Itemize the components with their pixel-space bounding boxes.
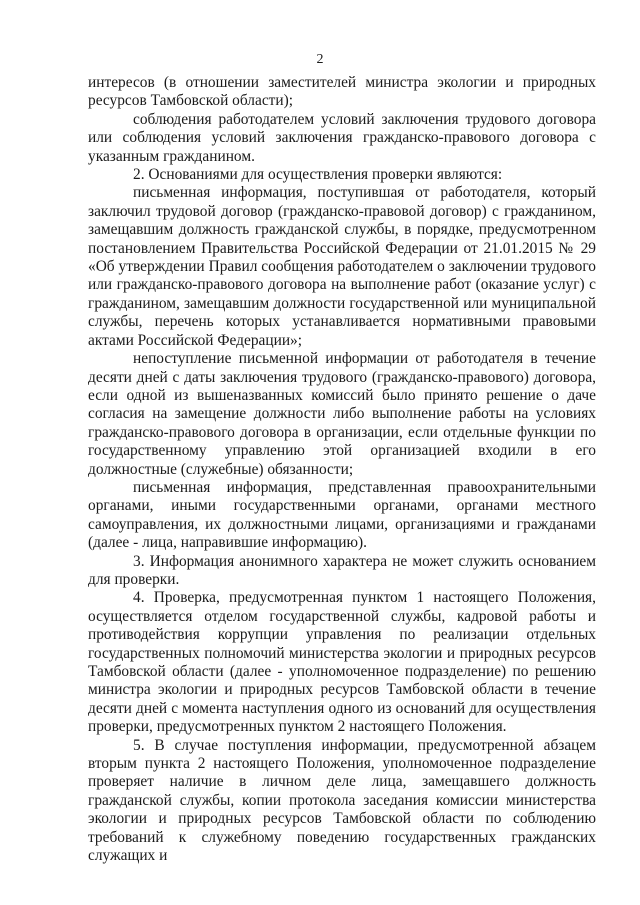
paragraph-section-3: 3. Информация анонимного характера не может служить основанием для проверки.: [88, 552, 596, 588]
paragraph-section-2-heading: 2. Основаниями для осуществления проверки являются:: [133, 166, 503, 184]
paragraph-law-enforcement-info: письменная информация, представленная правоохранительными органами, иными государственными органами, органами местного самоуправления, их должностными лицами, организациями и гражданами (далее - лица, направившие информацию).: [88, 478, 596, 552]
paragraph-section-5: 5. В случае поступления информации, предусмотренной абзацем вторым пункта 2 настоящего Положения, уполномоченное подразделение проверяет наличие в личном деле лица, замещавшего должность гражданской службы, копии протокола заседания комиссии министерства экологии и природных ресурсов Тамбовской области по соблюдению требований к служебному поведению государственных гражданских служащих и: [88, 736, 596, 865]
paragraph-interests: интересов (в отношении заместителей министра экологии и природных ресурсов Тамбовской области);: [88, 74, 596, 110]
document-body: [88, 74, 596, 865]
paragraph-section-4: 4. Проверка, предусмотренная пунктом 1 настоящего Положения, осуществляется отделом государственной службы, кадровой работы и противодействия коррупции управления по реализации отдельных государственных полномочий министерства экологии и природных ресурсов Тамбовской области (далее - уполномоченное подразделение) по решению министра экологии и природных ресурсов Тамбовской области в течение десяти дней с момента наступления одного из оснований для осуществления проверки, предусмотренных пунктом 2 настоящего Положения.: [88, 589, 596, 736]
paragraph-employer-compliance: соблюдения работодателем условий заключения трудового договора или соблюдения условий заключения гражданско-правового договора с указанным гражданином.: [88, 110, 596, 165]
paragraph-non-receipt: непоступление письменной информации от работодателя в течение десяти дней с даты заключения трудового (гражданско-правового) договора, если одной из вышеназванных комиссий было принято решение о даче согласия на замещение должности либо выполнение работы на условиях гражданско-правового договора в организации, если отдельные функции по государственному управлению этой организацией входили в его должностные (служебные) обязанности;: [88, 350, 596, 478]
page-number: 2: [316, 52, 324, 67]
paragraph-written-info-employer: письменная информация, поступившая от работодателя, который заключил трудовой договор (гражданско-правовой договор) с гражданином, замещавшим должность гражданской службы, в порядке, предусмотренном постановлением Правительства Российской Федерации от 21.01.2015 № 29 «Об утверждении Правил сообщения работодателем о заключении трудового или гражданско-правового договора на выполнение работ (оказание услуг) с гражданином, замещавшим должности государственной или муниципальной службы, перечень которых устанавливается нормативными правовыми актами Российской Федерации»;: [88, 184, 596, 349]
